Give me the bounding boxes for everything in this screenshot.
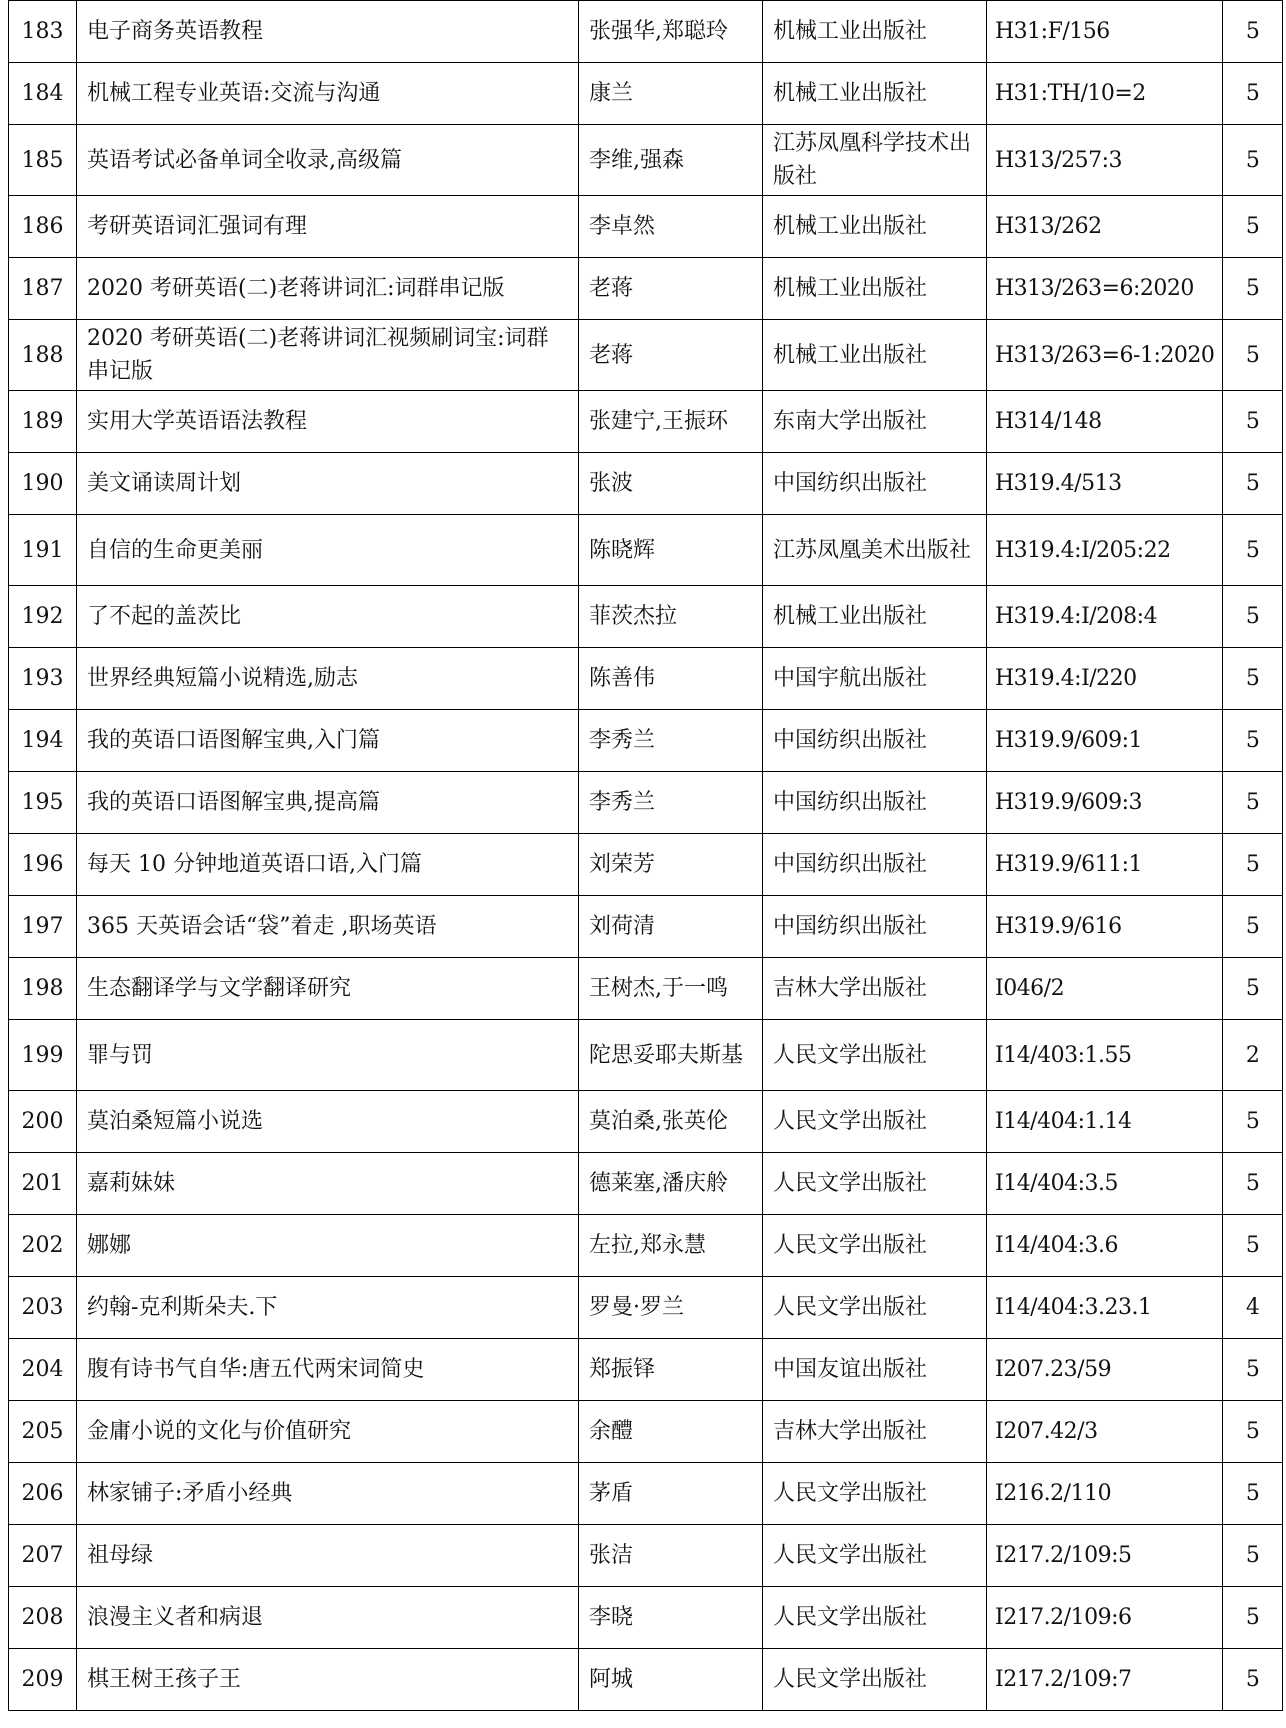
call-number-cell: H319.9/609:1 xyxy=(987,710,1223,772)
publisher-cell: 人民文学出版社 xyxy=(763,1091,987,1153)
quantity-cell: 5 xyxy=(1223,453,1283,515)
publisher-cell: 人民文学出版社 xyxy=(763,1215,987,1277)
table-row xyxy=(9,125,1283,196)
publisher-cell: 中国纺织出版社 xyxy=(763,710,987,772)
table-row xyxy=(9,1401,1283,1463)
call-number-cell: H31:F/156 xyxy=(987,1,1223,63)
call-number-cell: I14/403:1.55 xyxy=(987,1020,1223,1091)
call-number-cell: H313/263=6:2020 xyxy=(987,258,1223,320)
quantity-cell: 5 xyxy=(1223,1401,1283,1463)
call-number-cell: H319.9/609:3 xyxy=(987,772,1223,834)
author-cell: 李维,强森 xyxy=(579,125,763,196)
author-cell: 老蒋 xyxy=(579,258,763,320)
row-number-cell: 202 xyxy=(9,1215,77,1277)
quantity-cell: 4 xyxy=(1223,1277,1283,1339)
call-number-cell: I14/404:3.6 xyxy=(987,1215,1223,1277)
author-cell: 德莱塞,潘庆舲 xyxy=(579,1153,763,1215)
call-number-cell: I217.2/109:7 xyxy=(987,1649,1223,1711)
quantity-cell: 5 xyxy=(1223,1,1283,63)
author-cell: 刘荷清 xyxy=(579,896,763,958)
publisher-cell: 人民文学出版社 xyxy=(763,1153,987,1215)
quantity-cell: 5 xyxy=(1223,1587,1283,1649)
table-row xyxy=(9,586,1283,648)
book-title-cell: 林家铺子:矛盾小经典 xyxy=(77,1463,579,1525)
author-cell: 张洁 xyxy=(579,1525,763,1587)
author-cell: 菲茨杰拉 xyxy=(579,586,763,648)
book-title-cell: 实用大学英语语法教程 xyxy=(77,391,579,453)
author-cell: 李卓然 xyxy=(579,196,763,258)
book-title-cell: 英语考试必备单词全收录,高级篇 xyxy=(77,125,579,196)
book-title-cell: 浪漫主义者和病退 xyxy=(77,1587,579,1649)
table-row xyxy=(9,1020,1283,1091)
author-cell: 张强华,郑聪玲 xyxy=(579,1,763,63)
row-number-cell: 207 xyxy=(9,1525,77,1587)
row-number-cell: 209 xyxy=(9,1649,77,1711)
author-cell: 余醴 xyxy=(579,1401,763,1463)
row-number-cell: 185 xyxy=(9,125,77,196)
row-number-cell: 187 xyxy=(9,258,77,320)
quantity-cell: 5 xyxy=(1223,958,1283,1020)
quantity-cell: 5 xyxy=(1223,63,1283,125)
call-number-cell: I14/404:1.14 xyxy=(987,1091,1223,1153)
book-title-cell: 每天 10 分钟地道英语口语,入门篇 xyxy=(77,834,579,896)
quantity-cell: 5 xyxy=(1223,586,1283,648)
table-row xyxy=(9,958,1283,1020)
book-title-cell: 约翰-克利斯朵夫.下 xyxy=(77,1277,579,1339)
book-title-cell: 了不起的盖茨比 xyxy=(77,586,579,648)
call-number-cell: I046/2 xyxy=(987,958,1223,1020)
quantity-cell: 5 xyxy=(1223,896,1283,958)
publisher-cell: 中国纺织出版社 xyxy=(763,453,987,515)
quantity-cell: 5 xyxy=(1223,1339,1283,1401)
row-number-cell: 194 xyxy=(9,710,77,772)
row-number-cell: 203 xyxy=(9,1277,77,1339)
publisher-cell: 吉林大学出版社 xyxy=(763,1401,987,1463)
row-number-cell: 196 xyxy=(9,834,77,896)
quantity-cell: 5 xyxy=(1223,320,1283,391)
call-number-cell: H319.4:I/205:22 xyxy=(987,515,1223,586)
row-number-cell: 198 xyxy=(9,958,77,1020)
author-cell: 郑振铎 xyxy=(579,1339,763,1401)
publisher-cell: 机械工业出版社 xyxy=(763,196,987,258)
table-row xyxy=(9,1,1283,63)
call-number-cell: H313/263=6-1:2020 xyxy=(987,320,1223,391)
publisher-cell: 中国友谊出版社 xyxy=(763,1339,987,1401)
book-title-cell: 美文诵读周计划 xyxy=(77,453,579,515)
table-row xyxy=(9,1153,1283,1215)
publisher-cell: 吉林大学出版社 xyxy=(763,958,987,1020)
row-number-cell: 208 xyxy=(9,1587,77,1649)
book-title-cell: 我的英语口语图解宝典,入门篇 xyxy=(77,710,579,772)
book-title-cell: 生态翻译学与文学翻译研究 xyxy=(77,958,579,1020)
book-title-cell: 我的英语口语图解宝典,提高篇 xyxy=(77,772,579,834)
publisher-cell: 机械工业出版社 xyxy=(763,258,987,320)
publisher-cell: 江苏凤凰美术出版社 xyxy=(763,515,987,586)
table-row xyxy=(9,1525,1283,1587)
quantity-cell: 5 xyxy=(1223,772,1283,834)
table-row xyxy=(9,896,1283,958)
author-cell: 陈善伟 xyxy=(579,648,763,710)
book-title-cell: 365 天英语会话“袋”着走 ,职场英语 xyxy=(77,896,579,958)
row-number-cell: 204 xyxy=(9,1339,77,1401)
quantity-cell: 5 xyxy=(1223,196,1283,258)
publisher-cell: 人民文学出版社 xyxy=(763,1525,987,1587)
table-row xyxy=(9,1463,1283,1525)
call-number-cell: I217.2/109:5 xyxy=(987,1525,1223,1587)
author-cell: 罗曼·罗兰 xyxy=(579,1277,763,1339)
publisher-cell: 人民文学出版社 xyxy=(763,1587,987,1649)
quantity-cell: 5 xyxy=(1223,710,1283,772)
quantity-cell: 5 xyxy=(1223,1153,1283,1215)
table-row xyxy=(9,1215,1283,1277)
table-row xyxy=(9,1339,1283,1401)
row-number-cell: 189 xyxy=(9,391,77,453)
call-number-cell: H313/257:3 xyxy=(987,125,1223,196)
publisher-cell: 江苏凤凰科学技术出版社 xyxy=(763,125,987,196)
quantity-cell: 5 xyxy=(1223,1463,1283,1525)
author-cell: 陀思妥耶夫斯基 xyxy=(579,1020,763,1091)
table-row xyxy=(9,453,1283,515)
author-cell: 阿城 xyxy=(579,1649,763,1711)
table-row xyxy=(9,320,1283,391)
publisher-cell: 东南大学出版社 xyxy=(763,391,987,453)
row-number-cell: 188 xyxy=(9,320,77,391)
quantity-cell: 5 xyxy=(1223,1525,1283,1587)
author-cell: 茅盾 xyxy=(579,1463,763,1525)
call-number-cell: I14/404:3.23.1 xyxy=(987,1277,1223,1339)
book-title-cell: 莫泊桑短篇小说选 xyxy=(77,1091,579,1153)
row-number-cell: 183 xyxy=(9,1,77,63)
row-number-cell: 205 xyxy=(9,1401,77,1463)
publisher-cell: 中国纺织出版社 xyxy=(763,896,987,958)
book-title-cell: 罪与罚 xyxy=(77,1020,579,1091)
table-row xyxy=(9,710,1283,772)
call-number-cell: H319.9/616 xyxy=(987,896,1223,958)
table-row xyxy=(9,258,1283,320)
publisher-cell: 人民文学出版社 xyxy=(763,1649,987,1711)
publisher-cell: 中国宇航出版社 xyxy=(763,648,987,710)
book-title-cell: 娜娜 xyxy=(77,1215,579,1277)
book-title-cell: 棋王树王孩子王 xyxy=(77,1649,579,1711)
publisher-cell: 机械工业出版社 xyxy=(763,586,987,648)
book-title-cell: 祖母绿 xyxy=(77,1525,579,1587)
author-cell: 李秀兰 xyxy=(579,772,763,834)
table-row xyxy=(9,1649,1283,1711)
table-row xyxy=(9,196,1283,258)
quantity-cell: 5 xyxy=(1223,1649,1283,1711)
quantity-cell: 5 xyxy=(1223,1215,1283,1277)
publisher-cell: 机械工业出版社 xyxy=(763,320,987,391)
table-row xyxy=(9,1091,1283,1153)
call-number-cell: H319.4/513 xyxy=(987,453,1223,515)
quantity-cell: 5 xyxy=(1223,648,1283,710)
book-title-cell: 2020 考研英语(二)老蒋讲词汇视频刷词宝:词群串记版 xyxy=(77,320,579,391)
author-cell: 左拉,郑永慧 xyxy=(579,1215,763,1277)
quantity-cell: 5 xyxy=(1223,1091,1283,1153)
book-title-cell: 自信的生命更美丽 xyxy=(77,515,579,586)
publisher-cell: 人民文学出版社 xyxy=(763,1277,987,1339)
publisher-cell: 机械工业出版社 xyxy=(763,63,987,125)
call-number-cell: I207.23/59 xyxy=(987,1339,1223,1401)
row-number-cell: 191 xyxy=(9,515,77,586)
quantity-cell: 5 xyxy=(1223,391,1283,453)
call-number-cell: I217.2/109:6 xyxy=(987,1587,1223,1649)
call-number-cell: H314/148 xyxy=(987,391,1223,453)
author-cell: 康兰 xyxy=(579,63,763,125)
book-title-cell: 机械工程专业英语:交流与沟通 xyxy=(77,63,579,125)
row-number-cell: 199 xyxy=(9,1020,77,1091)
table-row xyxy=(9,1277,1283,1339)
table-row xyxy=(9,834,1283,896)
row-number-cell: 193 xyxy=(9,648,77,710)
row-number-cell: 195 xyxy=(9,772,77,834)
call-number-cell: H31:TH/10=2 xyxy=(987,63,1223,125)
call-number-cell: H319.9/611:1 xyxy=(987,834,1223,896)
row-number-cell: 197 xyxy=(9,896,77,958)
table-row xyxy=(9,1587,1283,1649)
row-number-cell: 186 xyxy=(9,196,77,258)
book-title-cell: 考研英语词汇强词有理 xyxy=(77,196,579,258)
publisher-cell: 人民文学出版社 xyxy=(763,1020,987,1091)
author-cell: 李秀兰 xyxy=(579,710,763,772)
book-list-table xyxy=(8,0,1283,1711)
table-row xyxy=(9,515,1283,586)
row-number-cell: 184 xyxy=(9,63,77,125)
author-cell: 刘荣芳 xyxy=(579,834,763,896)
book-title-cell: 电子商务英语教程 xyxy=(77,1,579,63)
author-cell: 陈晓辉 xyxy=(579,515,763,586)
publisher-cell: 机械工业出版社 xyxy=(763,1,987,63)
table-row xyxy=(9,772,1283,834)
quantity-cell: 5 xyxy=(1223,125,1283,196)
publisher-cell: 人民文学出版社 xyxy=(763,1463,987,1525)
author-cell: 老蒋 xyxy=(579,320,763,391)
call-number-cell: H319.4:I/208:4 xyxy=(987,586,1223,648)
publisher-cell: 中国纺织出版社 xyxy=(763,834,987,896)
book-title-cell: 腹有诗书气自华:唐五代两宋词简史 xyxy=(77,1339,579,1401)
call-number-cell: I14/404:3.5 xyxy=(987,1153,1223,1215)
quantity-cell: 5 xyxy=(1223,834,1283,896)
quantity-cell: 2 xyxy=(1223,1020,1283,1091)
author-cell: 张波 xyxy=(579,453,763,515)
book-title-cell: 2020 考研英语(二)老蒋讲词汇:词群串记版 xyxy=(77,258,579,320)
row-number-cell: 192 xyxy=(9,586,77,648)
call-number-cell: H313/262 xyxy=(987,196,1223,258)
author-cell: 莫泊桑,张英伦 xyxy=(579,1091,763,1153)
author-cell: 王树杰,于一鸣 xyxy=(579,958,763,1020)
table-row xyxy=(9,391,1283,453)
row-number-cell: 201 xyxy=(9,1153,77,1215)
quantity-cell: 5 xyxy=(1223,258,1283,320)
quantity-cell: 5 xyxy=(1223,515,1283,586)
row-number-cell: 200 xyxy=(9,1091,77,1153)
author-cell: 李晓 xyxy=(579,1587,763,1649)
call-number-cell: H319.4:I/220 xyxy=(987,648,1223,710)
publisher-cell: 中国纺织出版社 xyxy=(763,772,987,834)
call-number-cell: I216.2/110 xyxy=(987,1463,1223,1525)
row-number-cell: 190 xyxy=(9,453,77,515)
author-cell: 张建宁,王振环 xyxy=(579,391,763,453)
table-row xyxy=(9,63,1283,125)
book-title-cell: 世界经典短篇小说精选,励志 xyxy=(77,648,579,710)
table-row xyxy=(9,648,1283,710)
call-number-cell: I207.42/3 xyxy=(987,1401,1223,1463)
book-title-cell: 金庸小说的文化与价值研究 xyxy=(77,1401,579,1463)
book-title-cell: 嘉莉妹妹 xyxy=(77,1153,579,1215)
table-body xyxy=(9,1,1283,1711)
row-number-cell: 206 xyxy=(9,1463,77,1525)
